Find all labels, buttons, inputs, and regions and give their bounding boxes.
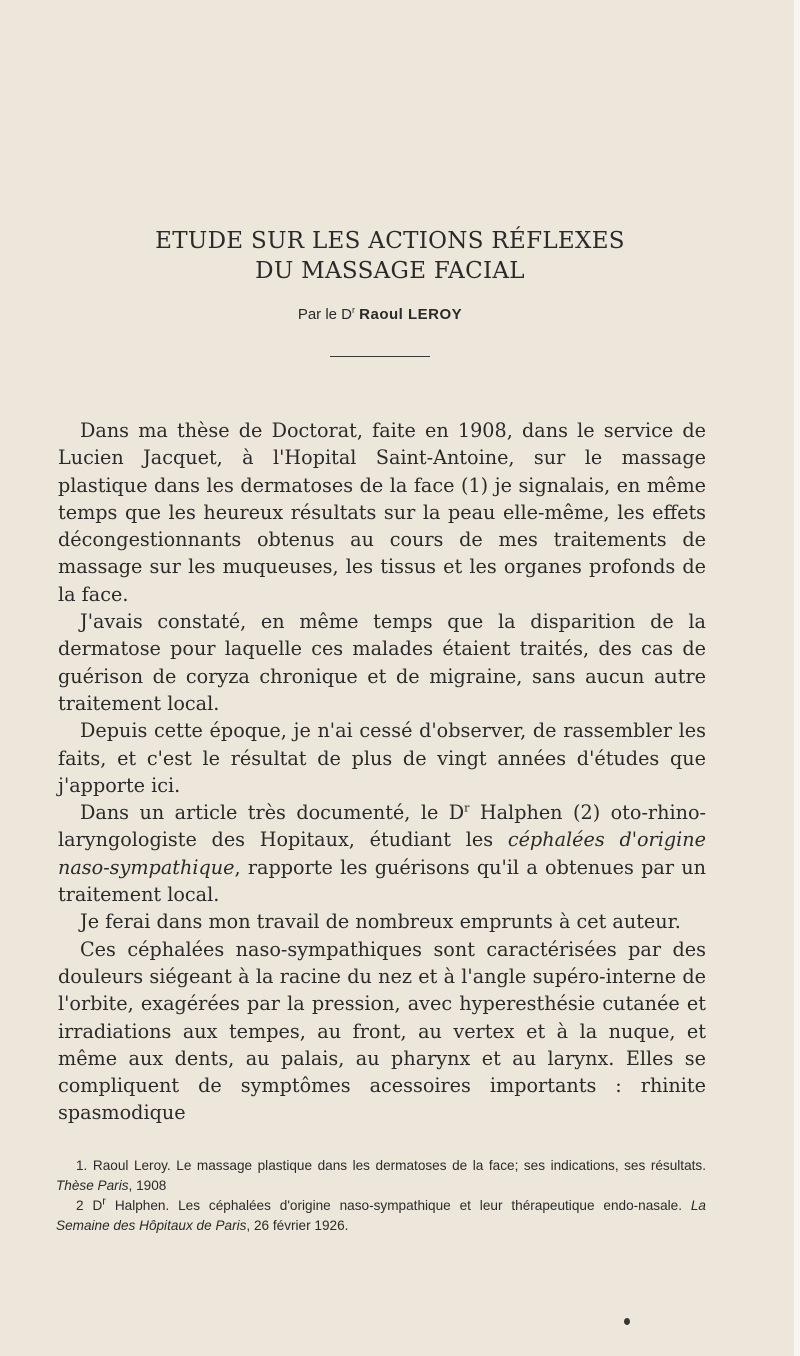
footnote-2-text-b: Halphen. Les céphalées d'origine naso-sympathique et leur thérapeutique endo-nasale.	[105, 1198, 691, 1213]
byline-prefix: Par le D	[297, 306, 352, 323]
author-byline	[0, 306, 760, 323]
paragraph-4	[58, 799, 706, 908]
footnote-1-end: , 1908	[128, 1178, 167, 1193]
footnote-2-text-a: 2 D	[76, 1198, 103, 1213]
footnote-1	[56, 1156, 706, 1196]
article-title-line-1: ETUDE SUR LES ACTIONS RÉFLEXES	[155, 228, 625, 254]
footnote-1-text: 1. Raoul Leroy. Le massage plastique dans les dermatoses de la face; ses indications, ses résultats.	[76, 1158, 706, 1173]
paragraph-4-part-1: Dans un article très documenté, le D	[80, 801, 465, 825]
byline-sup: r	[352, 305, 355, 315]
article-body	[58, 417, 706, 1127]
footnote-2-end: , 26 février 1926.	[246, 1218, 349, 1233]
paragraph-6: Ces céphalées naso-sympathiques sont caractérisées par des douleurs siégeant à la racine du nez et à l'angle supéro-interne de l'orbite, exagérées par la pression, avec hyperesthésie cutanée et irradiations aux tempes, au front, au vertex et à la nuque, et même aux dents, au palais, au pharynx et au larynx. Elles se compliquent de symptômes acessoires importants : rhinite spasmodique	[58, 937, 706, 1125]
paragraph-4-part-2: Halphen (2) oto-rhino-laryngologiste des Hopitaux, étudiant les	[58, 801, 706, 852]
footnote-2-italic: La Semaine des Hôpitaux de Paris	[56, 1198, 706, 1233]
footnote-2	[56, 1196, 706, 1236]
author-name: Raoul LEROY	[359, 306, 463, 323]
footnote-1-italic: Thèse Paris	[56, 1178, 129, 1193]
paragraph-5: Je ferai dans mon travail de nombreux emprunts à cet auteur.	[80, 910, 681, 934]
footnote-2-sup: r	[102, 1195, 106, 1208]
paragraph-4-sup: r	[464, 801, 470, 815]
paragraph-4-part-3: , rapporte les guérisons qu'il a obtenues par un traitement local.	[58, 855, 706, 907]
paragraph-4-italic: céphalées d'origine naso-sympathique	[58, 828, 706, 879]
paragraph-3: Depuis cette époque, je n'ai cessé d'observer, de rassembler les faits, et c'est le résultat de plus de vingt années d'études que j'apporte ici.	[58, 719, 706, 797]
ink-dot	[624, 1318, 630, 1325]
article-title-line-2: DU MASSAGE FACIAL	[255, 258, 525, 284]
separator-rule	[330, 356, 430, 357]
footnotes	[56, 1156, 706, 1236]
paragraph-2: J'avais constaté, en même temps que la disparition de la dermatose pour laquelle ces malades étaient traités, des cas de guérison de coryza chronique et de migraine, sans aucun autre traitement local.	[58, 610, 706, 715]
page-edge	[794, 0, 800, 1356]
paragraph-1: Dans ma thèse de Doctorat, faite en 1908, dans le service de Lucien Jacquet, à l'Hopital Saint-Antoine, sur le massage plastique dans les dermatoses de la face (1) je signalais, en même temps que les heureux résultats sur la peau elle-même, les effets décongestionnants obtenus au cours de mes traitements de massage sur les muqueuses, les tissus et les organes profonds de la face.	[58, 419, 706, 606]
